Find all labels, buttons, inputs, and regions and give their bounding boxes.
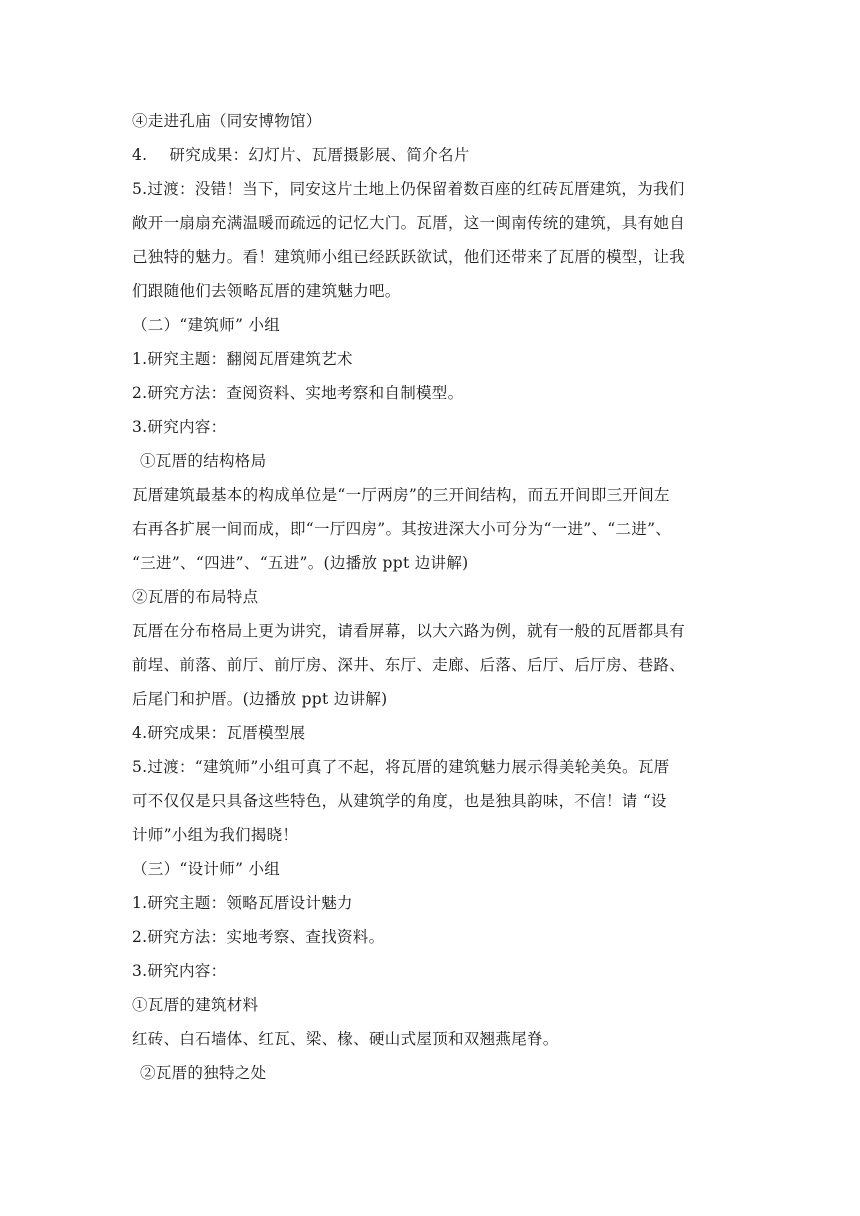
text-line: 敞开一扇扇充满温暖而疏远的记忆大门。瓦厝，这一闽南传统的建筑，具有她自 [132, 214, 686, 232]
subheading: ①瓦厝的结构格局 [140, 452, 267, 470]
text-line: 3.研究内容： [132, 962, 227, 980]
text-line: 们跟随他们去领略瓦厝的建筑魅力吧。 [132, 282, 401, 300]
text-line: 5.过渡：没错！当下，同安这片土地上仍保留着数百座的红砖瓦厝建筑，为我们 [132, 180, 685, 198]
text-line: 红砖、白石墙体、红瓦、梁、椽、硬山式屋顶和双翘燕尾脊。 [132, 1030, 559, 1048]
list-text: 研究成果：幻灯片、瓦厝摄影展、简介名片 [169, 146, 470, 164]
text-line: 计师”小组为我们揭晓！ [132, 826, 299, 844]
text-line [132, 138, 732, 172]
subheading: ②瓦厝的独特之处 [140, 1064, 267, 1082]
text-line: 2.研究方法：实地考察、查找资料。 [132, 928, 385, 946]
text-line: 可不仅仅是只具备这些特色，从建筑学的角度，也是独具韵味，不信！请 “设 [132, 792, 667, 810]
text-line: 后尾门和护厝。(边播放 ppt 边讲解) [132, 690, 388, 708]
text-line: 3.研究内容： [132, 418, 227, 436]
text-line: 前埕、前落、前厅、前厅房、深井、东厅、走廊、后落、后厅、后厅房、巷路、 [132, 656, 686, 674]
text-line: “三进”、“四进”、“五进”。(边播放 ppt 边讲解) [132, 554, 469, 572]
text-line: 己独特的魅力。看！建筑师小组已经跃跃欲试，他们还带来了瓦厝的模型，让我 [132, 248, 686, 266]
text-line: 瓦厝建筑最基本的构成单位是“一厅两房”的三开间结构，而五开间即三开间左 [132, 486, 670, 504]
subheading: ①瓦厝的建筑材料 [132, 996, 259, 1014]
text-line: ④走进孔庙（同安博物馆） [132, 112, 322, 130]
text-line: 1.研究主题：翻阅瓦厝建筑艺术 [132, 350, 353, 368]
section-heading: （二）“建筑师” 小组 [132, 316, 281, 334]
text-line: 1.研究主题：领略瓦厝设计魅力 [132, 894, 353, 912]
document-page [132, 104, 732, 1090]
text-line: 4.研究成果：瓦厝模型展 [132, 724, 306, 742]
subheading: ②瓦厝的布局特点 [132, 588, 259, 606]
text-line: 2.研究方法：查阅资料、实地考察和自制模型。 [132, 384, 464, 402]
section-heading: （三）“设计师” 小组 [132, 860, 281, 878]
list-number: 4. [132, 146, 148, 164]
text-line: 5.过渡：“建筑师”小组可真了不起，将瓦厝的建筑魅力展示得美轮美奂。瓦厝 [132, 758, 670, 776]
text-line: 右再各扩展一间而成，即“一厅四房”。其按进深大小可分为“一进”、“二进”、 [132, 520, 672, 538]
text-line: 瓦厝在分布格局上更为讲究，请看屏幕，以大六路为例，就有一般的瓦厝都具有 [132, 622, 686, 640]
